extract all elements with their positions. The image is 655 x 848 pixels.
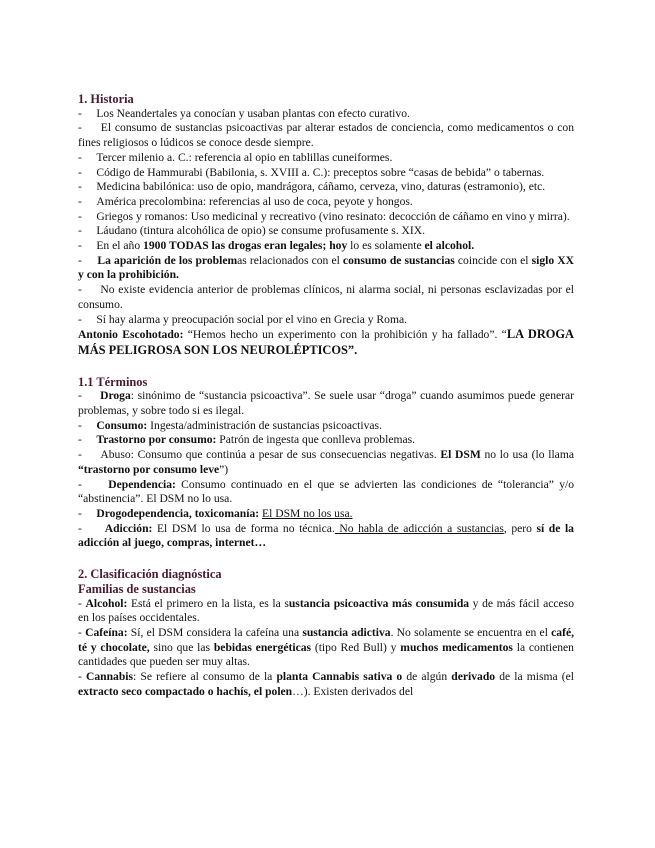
list-item: - Medicina babilónica: uso de opio, mandrágora, cáñamo, cerveza, vino, daturas (estramonio), etc. [78, 180, 546, 194]
list-item: - Código de Hammurabi (Babilonia, s. XVIII a. C.): preceptos sobre “casas de bebida” o tabernas. [78, 165, 545, 179]
list-item: - Sí hay alarma y preocupación social por el vino en Grecia y Roma. [78, 312, 408, 326]
term-consumo: - Consumo: Ingesta/administración de sustancias psicoactivas. [78, 418, 382, 432]
term-adiccion: - Adicción: El DSM lo usa de forma no técnica. No habla de adicción a sustancias, pero sí de la adicción al juego, compras, internet… [78, 521, 574, 550]
escohotado-quote: Antonio Escohotado: “Hemos hecho un experimento con la prohibición y ha fallado”. “LA DROGA MÁS PELIGROSA SON LOS NEUROLÉPTICOS”. [78, 327, 575, 357]
list-item: - Griegos y romanos: Uso medicinal y recreativo (vino resinato: decocción de cáñamo en vino y mirra). [78, 209, 570, 223]
document-page [78, 90, 574, 699]
list-item-1900: - En el año 1900 TODAS las drogas eran legales; hoy lo es solamente el alcohol. [78, 239, 475, 253]
section-title-historia: 1. Historia [78, 92, 134, 106]
substance-alcohol: - Alcohol: Está el primero en la lista, es la sustancia psicoactiva más consumida y de más fácil acceso en los países occidentales. [78, 596, 574, 625]
term-trastorno: - Trastorno por consumo: Patrón de ingesta que conlleva problemas. [78, 433, 416, 447]
list-item: - No existe evidencia anterior de problemas clínicos, ni alarma social, ni personas esclavizadas por el consumo. [78, 283, 574, 311]
term-abuso: - Abuso: Consumo que continúa a pesar de sus consecuencias negativas. El DSM no lo usa (lo llama “trastorno por consumo leve”) [78, 448, 574, 476]
list-item-prohibicion: - La aparición de los problemas relacionados con el consumo de sustancias coincide con el siglo XX y con la prohibición. [78, 253, 574, 282]
list-item: - El consumo de sustancias psicoactivas par alterar estados de conciencia, como medicamentos o con fines religiosos o lúdicos se conoce desde siempre. [78, 121, 574, 150]
term-drogodependencia: - Drogodependencia, toxicomanía: El DSM no los usa. [78, 506, 353, 520]
term-droga: - Droga: sinónimo de “sustancia psicoactiva”. Se suele usar “droga” cuando asumimos puede generar problemas, y sobre todo si es ilegal. [78, 389, 574, 418]
section-title-terminos: 1.1 Términos [78, 374, 148, 389]
substance-cafeina: - Cafeína: Sí, el DSM considera la cafeína una sustancia adictiva. No solamente se encuentra en el café, té y chocolate, sino que las bebidas energéticas (tipo Red Bull) y muchos medicamentos la contienen cantidades que pueden ser muy altas. [78, 625, 574, 669]
section-title-clasificacion: 2. Clasificación diagnóstica [78, 567, 222, 582]
substance-cannabis: - Cannabis: Se refiere al consumo de la planta Cannabis sativa o de algún derivado de la misma (el extracto seco compactado o hachís, el polen…). Existen derivados del [78, 670, 574, 698]
list-item: - Tercer milenio a. C.: referencia al opio en tablillas cuneiformes. [78, 150, 393, 164]
list-item: - América precolombina: referencias al uso de coca, peyote y hongos. [78, 194, 413, 208]
section-subtitle-familias: Familias de sustancias [78, 581, 196, 596]
list-item: - Los Neandertales ya conocían y usaban plantas con efecto curativo. [78, 106, 410, 120]
list-item: - Láudano (tintura alcohólica de opio) se consume profusamente s. XIX. [78, 224, 426, 238]
term-dependencia: - Dependencia: Consumo continuado en el que se advierten las condiciones de “tolerancia” y/o “abstinencia”. El DSM no lo usa. [78, 477, 575, 506]
